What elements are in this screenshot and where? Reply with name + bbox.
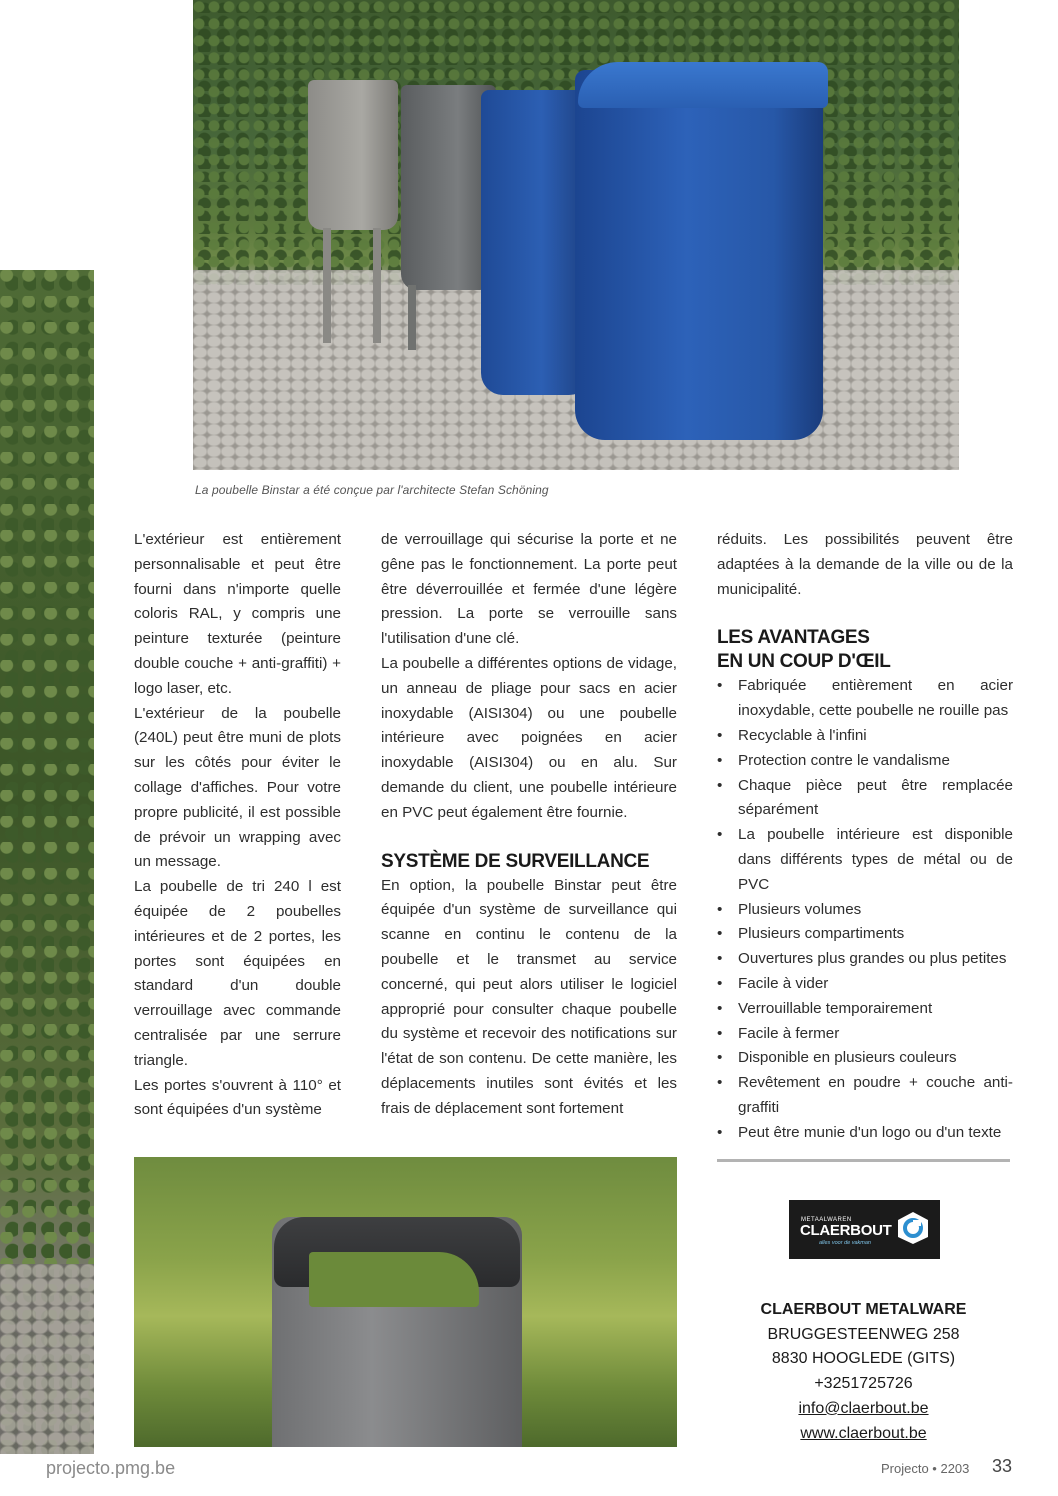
list-item: • Ouvertures plus grandes ou plus petites: [717, 947, 1013, 972]
cobblestone-area: [0, 1264, 94, 1454]
section-heading-surveillance: SYSTÈME DE SURVEILLANCE: [381, 850, 650, 872]
list-item: • Protection contre le vandalisme: [717, 749, 1013, 774]
bin-post: [323, 228, 331, 343]
photo-caption: La poubelle Binstar a été conçue par l'architecte Stefan Schöning: [195, 483, 549, 497]
heading-line: EN UN COUP D'ŒIL: [717, 651, 891, 673]
paragraph: La poubelle de tri 240 l est équipée de 2 poubelles intérieures et de 2 portes, les portes sont équipées en standard d'un double verrouillage avec commande centralisée par une serrure triangle.: [134, 878, 341, 1069]
list-item: • Disponible en plusieurs couleurs: [717, 1046, 1013, 1071]
footer-issue: Projecto • 2203: [881, 1461, 970, 1476]
hedge-side-photo: [0, 270, 94, 1454]
binstar-bins-photo: [193, 0, 959, 470]
contact-block: [717, 1298, 1010, 1446]
grey-bin: [308, 80, 398, 230]
bin-lid: [578, 62, 828, 108]
logo-subtitle: METAALWAREN: [801, 1217, 852, 1223]
list-item: • Plusieurs volumes: [717, 898, 1013, 923]
bin-post: [373, 228, 381, 343]
footer-website[interactable]: projecto.pmg.be: [46, 1458, 176, 1478]
list-item: • Plusieurs compartiments: [717, 922, 1013, 947]
company-name: CLAERBOUT METALWARE: [760, 1301, 967, 1318]
paragraph: réduits. Les possibilités peuvent être adaptées à la demande de la ville ou de la municipalité.: [717, 531, 1013, 598]
paragraph: L'extérieur de la poubelle (240L) peut être muni de plots sur les côtés pour éviter le collage d'affiches. Pour votre propre publicité, il est possible de prévoir un wrapping avec un message.: [134, 704, 341, 871]
text-column-1: [134, 528, 341, 1123]
text-column-3: [717, 528, 1013, 1146]
bin-opening: [309, 1252, 479, 1307]
divider: [717, 1159, 1010, 1162]
email-link[interactable]: info@claerbout.be: [798, 1399, 929, 1417]
website-link[interactable]: www.claerbout.be: [800, 1424, 927, 1442]
claerbout-logo-icon: [897, 1211, 929, 1245]
advantages-list: [717, 674, 1013, 1145]
list-item: • Recyclable à l'infini: [717, 724, 1013, 749]
bin-closeup-photo: [134, 1157, 677, 1447]
list-item: • Chaque pièce peut être remplacée séparément: [717, 774, 1013, 824]
list-item: • Peut être munie d'un logo ou d'un texte: [717, 1121, 1013, 1146]
logo-tagline: alles voor de vakman: [819, 1240, 871, 1246]
list-item: • Verrouillable temporairement: [717, 997, 1013, 1022]
list-item: • Revêtement en poudre + couche anti-graffiti: [717, 1071, 1013, 1121]
bin-post: [408, 285, 416, 350]
page-number: 33: [992, 1456, 1013, 1476]
paragraph: La poubelle a différentes options de vidage, un anneau de pliage pour sacs en acier inoxydable (AISI304) ou une poubelle intérieure avec poignées en acier inoxydable (AISI304) ou en alu. Sur demande du client, une poubelle intérieure en PVC peut également être fournie.: [381, 654, 677, 821]
list-item: • Fabriquée entièrement en acier inoxydable, cette poubelle ne rouille pas: [717, 674, 1013, 724]
list-item: • La poubelle intérieure est disponible dans différents types de métal ou de PVC: [717, 823, 1013, 897]
address-street: BRUGGESTEENWEG 258: [767, 1325, 960, 1343]
address-city: 8830 HOOGLEDE (GITS): [771, 1350, 956, 1368]
paragraph: En option, la poubelle Binstar peut être équipée d'un système de surveillance qui scanne en continu le contenu de la poubelle et le transmet au service concerné, qui peut alors utiliser le logiciel approprié pour consulter chaque poubelle du système et recevoir des notifications sur l'état de son contenu. De cette manière, les déplacements inutiles sont évités et les frais de déplacement sont fortement: [381, 876, 677, 1117]
logo-name: CLAERBOUT: [800, 1222, 892, 1239]
claerbout-logo: [789, 1200, 940, 1259]
paragraph: de verrouillage qui sécurise la porte et ne gêne pas le fonctionnement. La porte peut être déverrouillée et fermée d'une légère pression. La porte se verrouille sans l'utilisation d'une clé.: [381, 531, 677, 648]
large-blue-bin: [575, 70, 823, 440]
paragraph: Les portes s'ouvrent à 110° et sont équipées d'un système: [134, 1076, 341, 1119]
list-item: • Facile à vider: [717, 972, 1013, 997]
section-heading-advantages: [717, 626, 1013, 674]
list-item: • Facile à fermer: [717, 1022, 1013, 1047]
text-column-2: [381, 528, 677, 1122]
phone-number: +3251725726: [814, 1375, 913, 1393]
heading-line: LES AVANTAGES: [717, 627, 870, 649]
paragraph: L'extérieur est entièrement personnalisable et peut être fourni dans n'importe quelle coloris RAL, y compris une peinture texturée (peinture double couche + anti-graffiti) + logo laser, etc.: [134, 531, 341, 697]
